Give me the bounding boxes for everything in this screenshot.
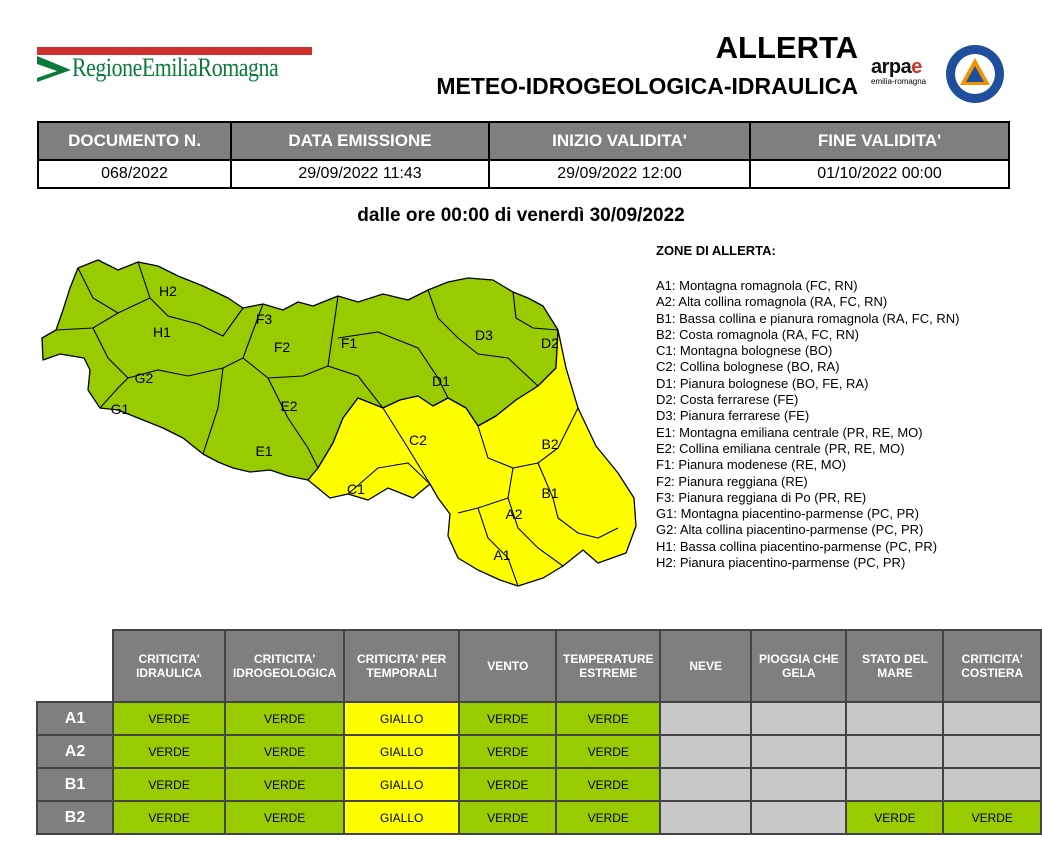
- map-label-f3: F3: [255, 311, 273, 327]
- alert-row: [37, 735, 1041, 768]
- alert-column-header: [113, 630, 225, 702]
- alert-column-header: [660, 630, 751, 702]
- alert-level-cell: VERDE: [113, 768, 225, 801]
- alert-level-cell: VERDE: [459, 702, 556, 735]
- zone-list-item: F1: Pianura modenese (RE, MO): [656, 457, 847, 473]
- map-label-b1: B1: [541, 485, 559, 501]
- alert-level-cell: [846, 702, 943, 735]
- doc-valid-from: 29/09/2022 12:00: [489, 160, 750, 188]
- alert-level-cell: VERDE: [459, 801, 556, 834]
- map-label-g1: G1: [110, 401, 130, 417]
- doc-number: 068/2022: [38, 160, 231, 188]
- map-label-e1: E1: [255, 443, 273, 459]
- arpae-logo-accent: e: [911, 56, 922, 78]
- map-label-f1: F1: [340, 335, 358, 351]
- alert-level-cell: [660, 735, 751, 768]
- zone-list-item: H1: Bassa collina piacentino-parmense (PC, PR): [656, 538, 938, 554]
- alert-column-header-line: TEMPORALI: [366, 666, 437, 680]
- document-info-table: [37, 121, 1010, 189]
- alert-column-header-line: IDROGEOLOGICA: [232, 666, 337, 680]
- zone-list-item: D2: Costa ferrarese (FE): [656, 392, 799, 408]
- zone-list-item: F2: Pianura reggiana (RE): [656, 473, 808, 489]
- alert-levels-table: [36, 629, 1042, 835]
- alert-level-cell: GIALLO: [344, 702, 459, 735]
- zone-list-item: C1: Montagna bolognese (BO): [656, 343, 833, 359]
- doc-header-valid-to: FINE VALIDITA': [750, 122, 1009, 160]
- alert-level-cell: VERDE: [459, 768, 556, 801]
- map-label-d3: D3: [475, 327, 493, 343]
- page-subtitle: METEO-IDROGEOLOGICA-IDRAULICA: [436, 73, 858, 99]
- map-label-g2: G2: [134, 370, 154, 386]
- alert-level-cell: [660, 702, 751, 735]
- alert-column-header-line: PIOGGIA CHE: [759, 652, 839, 666]
- arpae-logo: [871, 56, 941, 86]
- alert-level-cell: VERDE: [225, 801, 344, 834]
- alert-zone-label: B2: [37, 801, 113, 834]
- map-label-h1: H1: [153, 324, 171, 340]
- zone-list-item: H2: Pianura piacentino-parmense (PC, PR): [656, 555, 906, 571]
- alert-table-body: [37, 702, 1041, 834]
- alert-column-header-line: CRITICITA' PER: [357, 652, 447, 666]
- map-label-a2: A2: [505, 506, 523, 522]
- alert-level-cell: [943, 735, 1041, 768]
- alert-column-header-line: CRITICITA': [138, 652, 200, 666]
- map-label-e2: E2: [280, 398, 298, 414]
- alert-level-cell: [660, 768, 751, 801]
- zone-list-item: C2: Collina bolognese (BO, RA): [656, 359, 840, 375]
- arpae-logo-prefix: arpa: [871, 56, 912, 78]
- alert-column-header-line: CRITICITA': [961, 652, 1023, 666]
- civil-protection-seal-icon: [945, 44, 1005, 104]
- alert-zones-map: [38, 258, 638, 593]
- alert-level-cell: [846, 768, 943, 801]
- alert-level-cell: VERDE: [225, 702, 344, 735]
- zone-list-item: D1: Pianura bolognese (BO, FE, RA): [656, 375, 869, 391]
- alert-column-header: [943, 630, 1041, 702]
- alert-column-header: [225, 630, 344, 702]
- zone-list-item: D3: Pianura ferrarese (FE): [656, 408, 810, 424]
- map-label-b2: B2: [541, 436, 559, 452]
- doc-header-valid-from: INIZIO VALIDITA': [489, 122, 750, 160]
- alert-level-cell: VERDE: [556, 702, 660, 735]
- alert-column-header-line: CRITICITA': [253, 652, 316, 666]
- alert-header-row: [37, 630, 1041, 702]
- alert-column-header-line: COSTIERA: [961, 666, 1024, 680]
- alert-level-cell: VERDE: [556, 768, 660, 801]
- zone-list-item: A2: Alta collina romagnola (RA, FC, RN): [656, 294, 888, 310]
- alert-level-cell: [751, 768, 846, 801]
- doc-header-issue-date: DATA EMISSIONE: [231, 122, 489, 160]
- zone-list-item: B1: Bassa collina e pianura romagnola (RA, FC, RN): [656, 310, 960, 326]
- alert-level-cell: GIALLO: [344, 768, 459, 801]
- alert-level-cell: VERDE: [846, 801, 943, 834]
- alert-level-cell: VERDE: [943, 801, 1041, 834]
- alert-column-header-line: TEMPERATURE: [563, 652, 654, 666]
- zones-list: [656, 278, 959, 571]
- alert-header-blank: [37, 630, 113, 702]
- alert-level-cell: VERDE: [113, 735, 225, 768]
- alert-column-header: [846, 630, 943, 702]
- map-label-c1: C1: [347, 481, 365, 497]
- alert-level-cell: [751, 702, 846, 735]
- alert-level-cell: GIALLO: [344, 735, 459, 768]
- doc-valid-to: 01/10/2022 00:00: [750, 160, 1009, 188]
- map-label-d1: D1: [432, 373, 450, 389]
- alert-level-cell: VERDE: [459, 735, 556, 768]
- zone-list-item: E2: Collina emiliana centrale (PR, RE, MO): [656, 440, 905, 456]
- page-title: ALLERTA: [715, 30, 858, 65]
- zone-list-item: F3: Pianura reggiana di Po (PR, RE): [656, 489, 867, 505]
- document-header-row: [38, 122, 1009, 160]
- map-label-h2: H2: [159, 283, 177, 299]
- alert-level-cell: VERDE: [225, 735, 344, 768]
- alert-level-cell: [846, 735, 943, 768]
- doc-header-number: DOCUMENTO N.: [38, 122, 231, 160]
- region-logo-text: RegioneEmiliaRomagna: [72, 53, 279, 82]
- arpae-logo-sub: emilia-romagna: [871, 77, 927, 86]
- alert-column-header: [556, 630, 660, 702]
- alert-zone-label: A2: [37, 735, 113, 768]
- alert-row: [37, 702, 1041, 735]
- alert-level-cell: VERDE: [113, 702, 225, 735]
- alert-level-cell: VERDE: [113, 801, 225, 834]
- alert-level-cell: [751, 735, 846, 768]
- alert-row: [37, 801, 1041, 834]
- alert-level-cell: [751, 801, 846, 834]
- alert-level-cell: VERDE: [556, 801, 660, 834]
- map-label-c2: C2: [409, 432, 427, 448]
- alert-column-header: [344, 630, 459, 702]
- zone-list-item: E1: Montagna emiliana centrale (PR, RE, MO): [656, 424, 923, 440]
- doc-issue-date: 29/09/2022 11:43: [231, 160, 489, 188]
- zone-list-item: A1: Montagna romagnola (FC, RN): [656, 278, 858, 293]
- zone-list-item: B2: Costa romagnola (RA, FC, RN): [656, 326, 860, 342]
- alert-zone-label: B1: [37, 768, 113, 801]
- validity-line: dalle ore 00:00 di venerdì 30/09/2022: [357, 205, 685, 226]
- document-value-row: [38, 160, 1009, 188]
- alert-column-header-line: STATO DEL: [861, 652, 928, 666]
- alert-zone-label: A1: [37, 702, 113, 735]
- alert-row: [37, 768, 1041, 801]
- alert-level-cell: [660, 801, 751, 834]
- alert-level-cell: [943, 702, 1041, 735]
- alert-column-header-line: NEVE: [689, 659, 723, 673]
- zones-title: ZONE DI ALLERTA:: [656, 243, 776, 258]
- alert-column-header-line: IDRAULICA: [136, 666, 203, 680]
- zone-list-item: G1: Montagna piacentino-parmense (PC, PR): [656, 506, 920, 522]
- alert-level-cell: GIALLO: [344, 801, 459, 834]
- map-label-f2: F2: [273, 339, 291, 355]
- alert-column-header: [751, 630, 846, 702]
- map-label-a1: A1: [493, 547, 511, 563]
- alert-level-cell: VERDE: [225, 768, 344, 801]
- alert-column-header-line: GELA: [782, 666, 816, 680]
- zone-list-item: G2: Alta collina piacentino-parmense (PC, PR): [656, 522, 924, 538]
- alert-level-cell: VERDE: [556, 735, 660, 768]
- alert-level-cell: [943, 768, 1041, 801]
- alert-column-header-line: VENTO: [487, 659, 529, 673]
- alert-column-header-line: MARE: [877, 666, 913, 680]
- alert-column-header: [459, 630, 556, 702]
- alert-column-header-line: ESTREME: [579, 666, 638, 680]
- map-label-d2: D2: [541, 335, 559, 351]
